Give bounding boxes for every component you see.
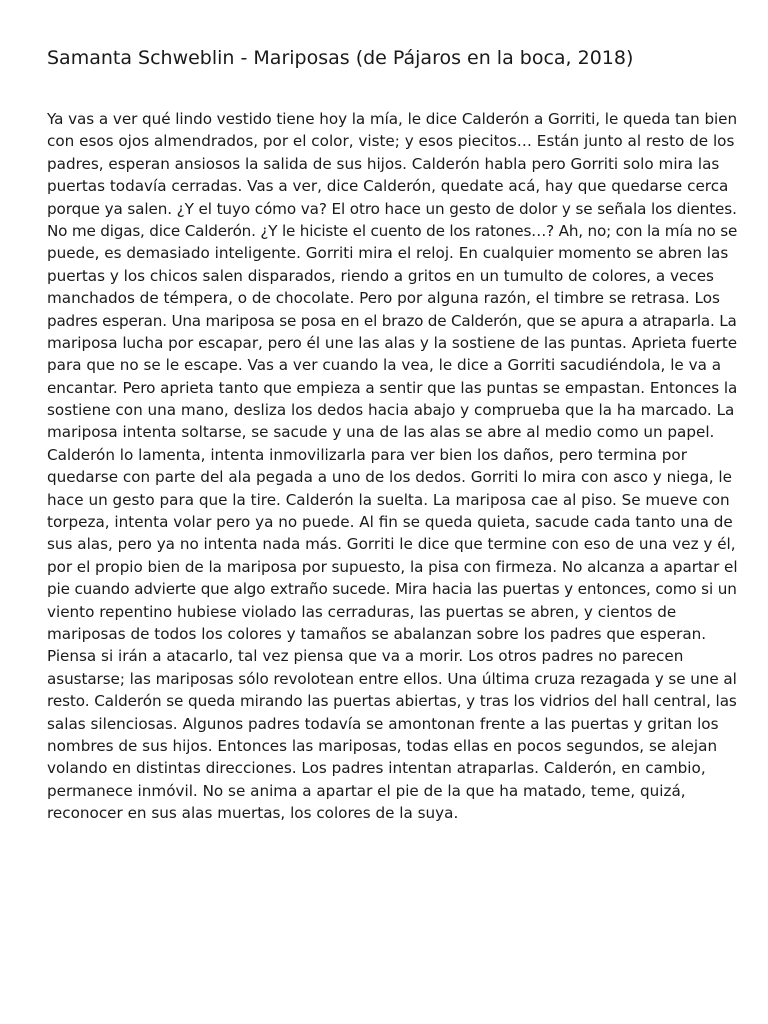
- text-line: por el propio bien de la mariposa por supuesto, la pisa con firmeza. No alcanza a apartar el: [47, 557, 738, 576]
- text-line: puertas todavía cerradas. Vas a ver, dice Calderón, quedate acá, hay que quedarse cerca: [47, 177, 729, 196]
- text-line: viento repentino hubiese violado las cerraduras, las puertas se abren, y cientos de: [47, 602, 677, 621]
- text-line: puertas y los chicos salen disparados, riendo a gritos en un tumulto de colores, a veces: [47, 266, 714, 285]
- text-line: pie cuando advierte que algo extraño sucede. Mira hacia las puertas y entonces, como si un: [47, 580, 737, 599]
- text-line: sus alas, pero ya no intenta nada más. Gorriti le dice que termine con eso de una vez y él,: [47, 535, 736, 554]
- text-line: sostiene con una mano, desliza los dedos hacia abajo y comprueba que la ha marcado. La: [47, 401, 735, 420]
- text-line: asustarse; las mariposas sólo revolotean entre ellos. Una última cruza rezagada y se une al: [47, 669, 737, 688]
- story-text: [47, 108, 737, 825]
- text-line: No me digas, dice Calderón. ¿Y le hiciste el cuento de los ratones…? Ah, no; con la mía no se: [47, 221, 738, 240]
- text-line: Calderón lo lamenta, intenta inmovilizarla para ver bien los daños, pero termina por: [47, 445, 687, 464]
- text-line: salas silenciosas. Algunos padres todavía se amontonan frente a las puertas y gritan los: [47, 714, 719, 733]
- text-line: encantar. Pero aprieta tanto que empieza a sentir que las puntas se empastan. Entonces la: [47, 378, 738, 397]
- document-title: Samanta Schweblin - Mariposas (de Pájaros en la boca, 2018): [47, 47, 634, 69]
- text-line: torpeza, intenta volar pero ya no puede. Al fin se queda quieta, sacude cada tanto una de: [47, 513, 733, 532]
- text-line: resto. Calderón se queda mirando las puertas abiertas, y tras los vidrios del hall central, las: [47, 692, 737, 711]
- text-line: porque ya salen. ¿Y el tuyo cómo va? El otro hace un gesto de dolor y se señala los dientes.: [47, 199, 737, 218]
- text-line: mariposa intenta soltarse, se sacude y una de las alas se abre al medio como un papel.: [47, 423, 715, 442]
- text-line: para que no se le escape. Vas a ver cuando la vea, le dice a Gorriti sacudiéndola, le va a: [47, 356, 722, 375]
- text-line: reconocer en sus alas muertas, los colores de la suya.: [47, 804, 459, 823]
- text-line: permanece inmóvil. No se anima a apartar el pie de la que ha matado, teme, quizá,: [47, 781, 686, 800]
- text-line: padres, esperan ansiosos la salida de sus hijos. Calderón habla pero Gorriti solo mira las: [47, 154, 720, 173]
- text-line: quedarse con parte del ala pegada a uno de los dedos. Gorriti lo mira con asco y niega, le: [47, 468, 732, 487]
- text-line: con esos ojos almendrados, por el color, viste; y esos piecitos… Están junto al resto de los: [47, 132, 735, 151]
- text-line: volando en distintas direcciones. Los padres intentan atraparlas. Calderón, en cambio,: [47, 759, 706, 778]
- text-line: nombres de sus hijos. Entonces las mariposas, todas ellas en pocos segundos, se alejan: [47, 736, 718, 755]
- text-line: mariposas de todos los colores y tamaños se abalanzan sobre los padres que esperan.: [47, 624, 707, 643]
- text-line: hace un gesto para que la tire. Calderón la suelta. La mariposa cae al piso. Se mueve con: [47, 490, 730, 509]
- text-line: mariposa lucha por escapar, pero él une las alas y la sostiene de las puntas. Aprieta fuerte: [47, 333, 738, 352]
- text-line: Ya vas a ver qué lindo vestido tiene hoy la mía, le dice Calderón a Gorriti, le queda tan bien: [47, 110, 738, 128]
- text-line: manchados de témpera, o de chocolate. Pero por alguna razón, el timbre se retrasa. Los: [47, 289, 720, 308]
- text-line: puede, es demasiado inteligente. Gorriti mira el reloj. En cualquier momento se abren las: [47, 244, 729, 263]
- text-line: Piensa si irán a atacarlo, tal vez piensa que va a morir. Los otros padres no parecen: [47, 647, 684, 666]
- text-line: padres esperan. Una mariposa se posa en el brazo de Calderón, que se apura a atraparla. La: [47, 311, 737, 330]
